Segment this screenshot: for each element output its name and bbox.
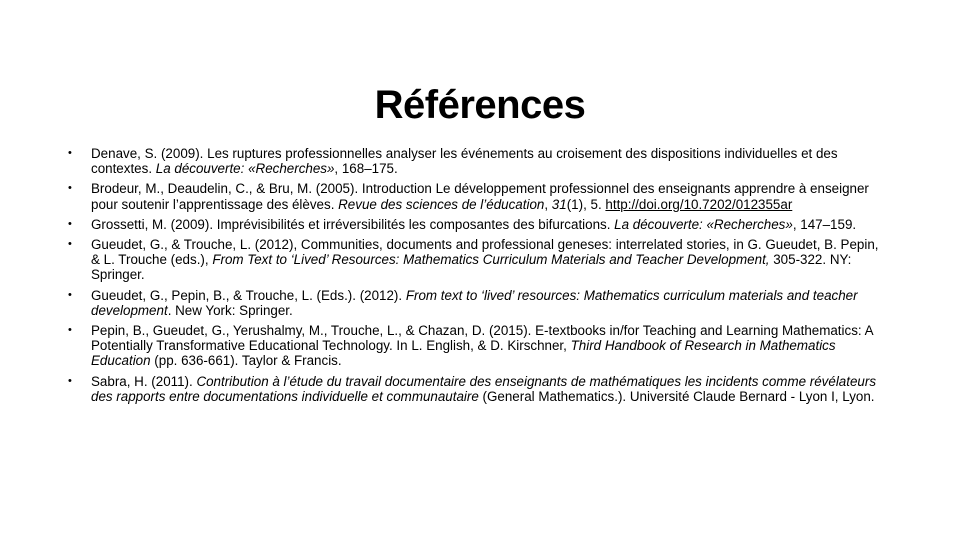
reference-item — [66, 181, 886, 211]
reference-italic-text: From Text to ‘Lived’ Resources: Mathematics Curriculum Materials and Teacher Development, — [212, 252, 770, 268]
bullet-icon: • — [68, 147, 72, 159]
reference-text: Brodeur, M., Deaudelin, C., & Bru, M. (2005). Introduction Le développement professionnel des enseignants apprendre à enseigner pour soutenir l’apprentissage des élèves. — [91, 181, 869, 212]
reference-italic-text: Contribution à l’étude du travail documentaire des enseignants de mathématiques les incidents comme révélateurs des rapports entre documentations individuelle et communautaire — [91, 373, 877, 404]
reference-text: , 147–159. — [792, 216, 857, 232]
bullet-icon: • — [68, 217, 72, 230]
reference-text: , — [544, 196, 552, 212]
reference-text: Grossetti, M. (2009). Imprévisibilités et irréversibilités les composantes des bifurcations. — [91, 216, 615, 232]
reference-item — [66, 374, 886, 404]
bullet-icon: • — [68, 238, 72, 251]
reference-list — [66, 146, 886, 409]
reference-italic-text: Third Handbook of Research in Mathematics Education — [91, 338, 836, 369]
reference-text: Denave, S. (2009). Les ruptures professionnelles analyser les événements au croisement des dispositions individuelles et des contextes. — [91, 146, 838, 177]
reference-text: (General Mathematics.). Université Claude Bernard - Lyon I, Lyon. — [478, 388, 875, 404]
reference-text: (1), 5. — [566, 196, 606, 212]
reference-text: 305-322. NY: Springer. — [91, 252, 852, 283]
bullet-icon: • — [68, 182, 72, 195]
reference-text: Sabra, H. (2011). — [91, 373, 197, 389]
reference-text: , 168–175. — [334, 161, 398, 177]
reference-text: Gueudet, G., & Trouche, L. (2012), Communities, documents and professional geneses: interrelated stories, in G. Gueudet, B. Pepin, & L. Trouche (eds.), — [91, 237, 879, 268]
bullet-icon: • — [68, 288, 72, 301]
reference-text: Gueudet, G., Pepin, B., & Trouche, L. (Eds.). (2012). — [91, 287, 406, 303]
doi-link[interactable]: http://doi.org/10.7202/012355ar — [605, 196, 793, 212]
bullet-icon: • — [68, 374, 72, 387]
reference-item — [66, 288, 886, 318]
bullet-icon: • — [68, 324, 72, 337]
reference-italic-text: La découverte: «Recherches» — [614, 216, 793, 232]
reference-text: . New York: Springer. — [167, 302, 293, 318]
page-title: Références — [374, 82, 586, 127]
reference-text: Pepin, B., Gueudet, G., Yerushalmy, M., Trouche, L., & Chazan, D. (2015). E-textbooks in/for Teaching and Learning Mathematics: A Potentially Transformative Educational Technology. In L. English, & D. Kirschner, — [91, 323, 873, 354]
reference-item — [66, 217, 886, 232]
reference-item — [66, 237, 886, 283]
reference-text: (pp. 636-661). Taylor & Francis. — [150, 353, 342, 369]
reference-item — [66, 146, 886, 176]
reference-item — [66, 323, 886, 369]
reference-italic-text: From text to ‘lived’ resources: Mathematics curriculum materials and teacher development — [91, 287, 858, 318]
reference-italic-text: 31 — [551, 196, 567, 212]
reference-italic-text: Revue des sciences de l’éducation — [338, 196, 545, 212]
reference-italic-text: La découverte: «Recherches» — [155, 161, 335, 177]
